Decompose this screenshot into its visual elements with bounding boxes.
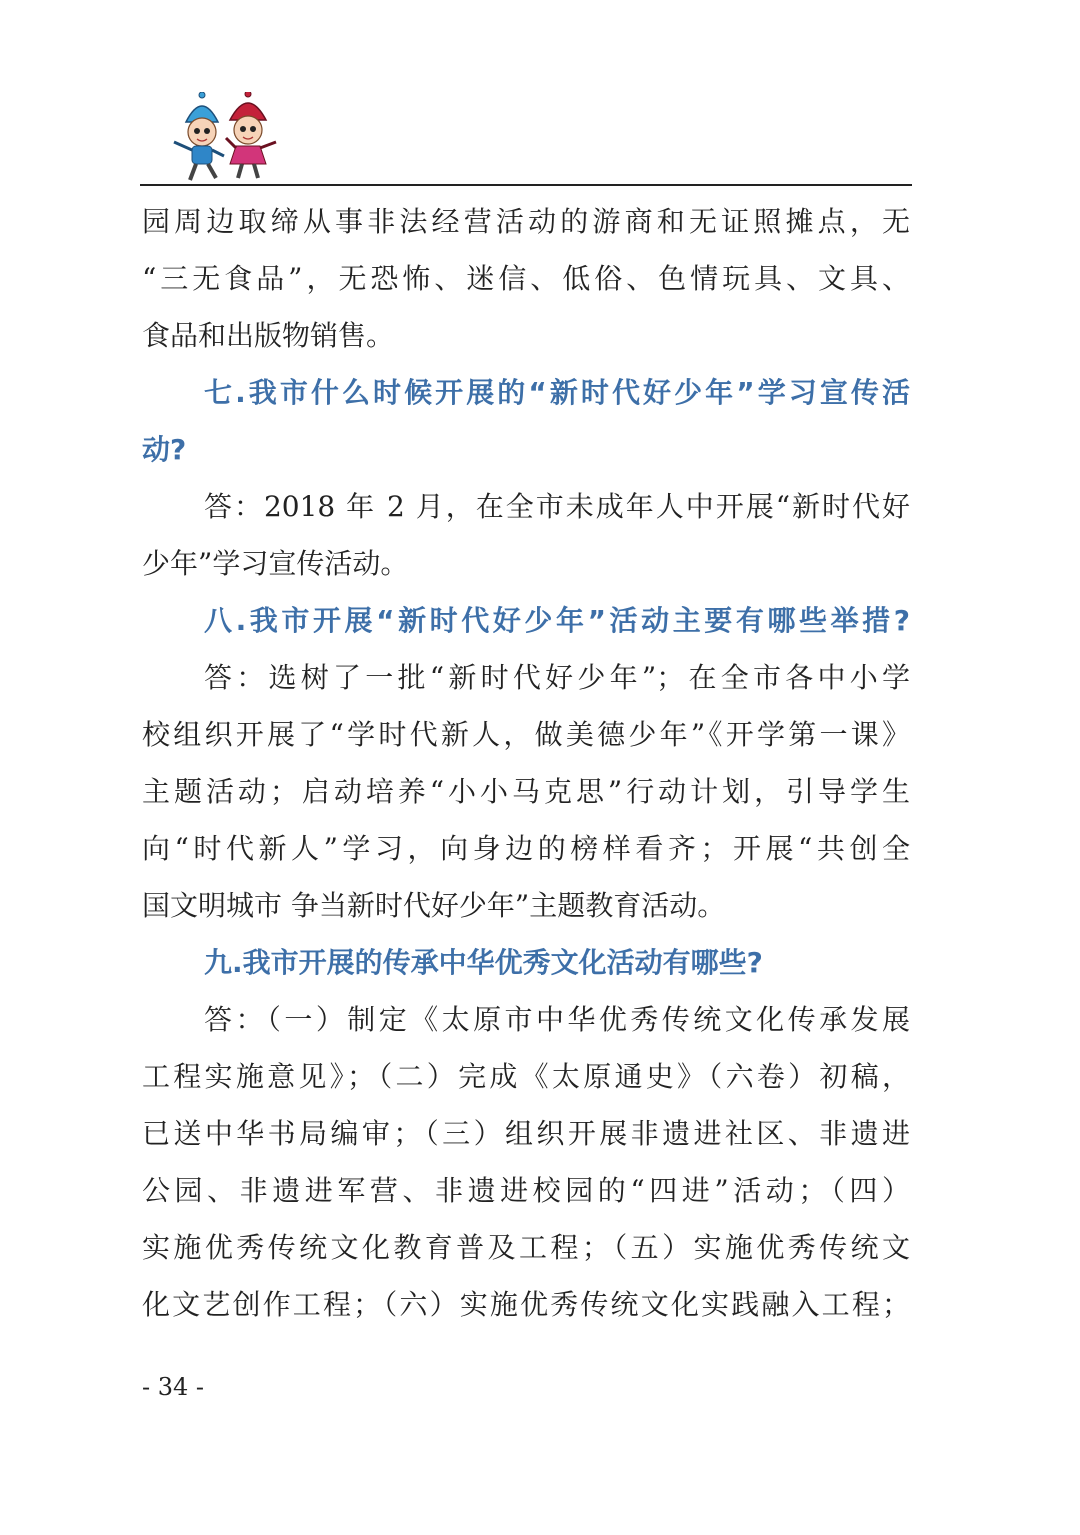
answer-7-line: 答：2018 年 2 月，在全市未成年人中开展“新时代好 xyxy=(204,490,910,523)
answer-7-line: 少年”学习宣传活动。 xyxy=(142,547,409,580)
mascot-pair-icon xyxy=(168,92,286,186)
paragraph-line: 园周边取缔从事非法经营活动的游商和无证照摊点，无 xyxy=(142,205,910,238)
answer-8-line: 校组织开展了“学时代新人，做美德少年”《开学第一课》 xyxy=(142,718,910,751)
answer-9-line: 公园、非遗进军营、非遗进校园的“四进”活动；（四） xyxy=(142,1174,910,1207)
answer-8-line: 答：选树了一批“新时代好少年”；在全市各中小学 xyxy=(204,661,910,694)
answer-9-line: 工程实施意见》；（二）完成《太原通史》（六卷）初稿， xyxy=(142,1060,910,1093)
answer-8-line: 向“时代新人”学习，向身边的榜样看齐；开展“共创全 xyxy=(142,832,910,865)
question-8-heading: 八.我市开展“新时代好少年”活动主要有哪些举措? xyxy=(204,604,910,637)
question-7-heading-cont: 动? xyxy=(142,433,187,466)
red-mascot-icon xyxy=(226,92,276,178)
answer-8-line: 国文明城市 争当新时代好少年”主题教育活动。 xyxy=(142,889,726,922)
answer-9-line: 答：（一）制定《太原市中华优秀传统文化传承发展 xyxy=(204,1003,910,1036)
header-divider xyxy=(140,184,912,186)
answer-8-line: 主题活动；启动培养“小小马克思”行动计划，引导学生 xyxy=(142,775,910,808)
answer-9-line: 实施优秀传统文化教育普及工程；（五）实施优秀传统文 xyxy=(142,1231,910,1264)
paragraph-line: “三无食品”，无恐怖、迷信、低俗、色情玩具、文具、 xyxy=(142,262,910,295)
paragraph-line: 食品和出版物销售。 xyxy=(142,319,395,352)
question-9-heading: 九.我市开展的传承中华优秀文化活动有哪些? xyxy=(204,946,763,979)
answer-9-line: 化文艺创作工程；（六）实施优秀传统文化实践融入工程； xyxy=(142,1288,910,1321)
answer-9-line: 已送中华书局编审；（三）组织开展非遗进社区、非遗进 xyxy=(142,1117,910,1150)
blue-mascot-icon xyxy=(174,92,224,180)
question-7-heading: 七.我市什么时候开展的“新时代好少年”学习宣传活 xyxy=(204,376,910,409)
page-number: - 34 - xyxy=(142,1373,205,1401)
